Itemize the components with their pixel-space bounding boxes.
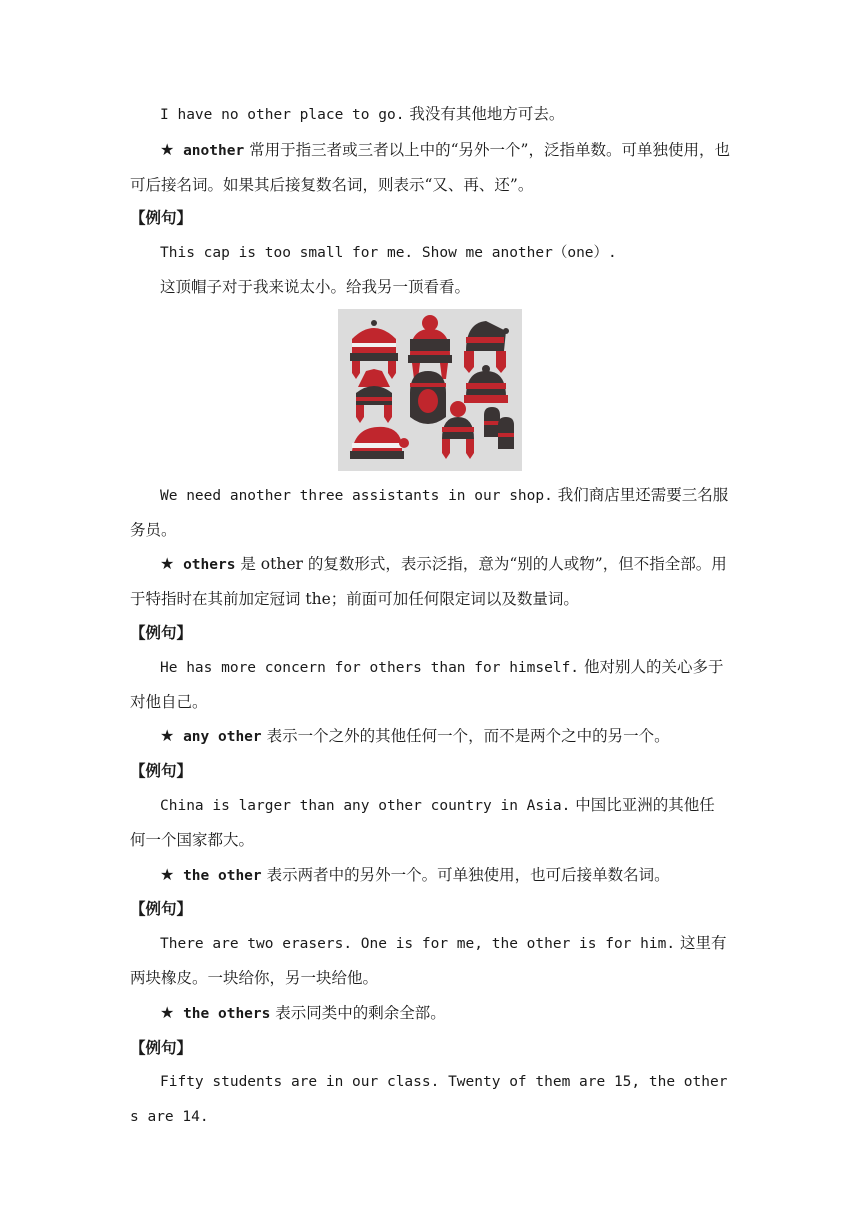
keyword: another xyxy=(174,142,245,159)
rule-the-other xyxy=(130,858,730,894)
example-translation xyxy=(130,271,730,305)
chinese-translation: 我们商店里还需要三名服务员。 xyxy=(130,485,729,539)
keyword: the other xyxy=(174,867,262,884)
balaclava-icon xyxy=(410,371,446,424)
fringe-hat-icon xyxy=(356,369,392,423)
example-sentence xyxy=(130,789,730,858)
keyword: any other xyxy=(174,729,262,746)
example-heading: 【例句】 xyxy=(130,1038,193,1057)
star-icon: ★ xyxy=(160,554,175,574)
keyword: the others xyxy=(174,1005,271,1022)
hats-illustration xyxy=(338,309,522,471)
example-sentence xyxy=(130,236,730,271)
rule-text: 表示同类中的剩余全部。 xyxy=(270,1003,446,1022)
star-icon: ★ xyxy=(160,1002,175,1022)
example-sentence xyxy=(130,1065,730,1135)
pompom-beanie-icon xyxy=(408,315,452,379)
english-text: China is larger than any other country in Asia. xyxy=(160,797,571,814)
rule-the-others xyxy=(130,996,730,1032)
rule-any-other xyxy=(130,719,730,755)
star-icon: ★ xyxy=(160,864,175,884)
english-text: Fifty students are in our class. Twenty of them are 15, the others are 14. xyxy=(130,1074,728,1126)
hats-svg xyxy=(338,309,522,471)
rule-text: 表示两者中的另外一个。可单独使用，也可后接单数名词。 xyxy=(261,865,670,884)
english-text: He has more concern for others than for himself. xyxy=(160,659,580,676)
example-sentence xyxy=(130,651,730,720)
star-icon: ★ xyxy=(160,139,175,159)
chinese-translation: 这里有两块橡皮。一块给你，另一块给他。 xyxy=(130,934,727,987)
rule-text: 表示一个之外的其他任何一个，而不是两个之中的另一个。 xyxy=(261,727,670,746)
example-heading: 【例句】 xyxy=(130,900,193,919)
english-text: There are two erasers. One is for me, the other is for him. xyxy=(160,936,676,953)
figure-container xyxy=(130,305,730,479)
rule-text: 常用于指三者或三者以上中的“另外一个”，泛指单数。可单独使用，也可后接名词。如果其后接复数名词，则表示“又、再、还”。 xyxy=(130,140,730,194)
chinese-translation: 这顶帽子对于我来说太小。给我另一顶看看。 xyxy=(160,277,471,296)
rule-others xyxy=(130,547,730,617)
example-sentence xyxy=(130,479,730,548)
keyword: others xyxy=(174,557,236,574)
chinese-translation: 我没有其他地方可去。 xyxy=(404,105,565,123)
stocking-cap-icon xyxy=(350,427,409,459)
rule-text: 是 other 的复数形式，表示泛指，意为“别的人或物”，但不指全部。用于特指时在其前加定冠词 the；前面可加任何限定词以及数量词。 xyxy=(130,555,727,609)
star-icon: ★ xyxy=(160,726,175,746)
example-heading: 【例句】 xyxy=(130,762,193,781)
example-sentence xyxy=(130,98,730,133)
example-heading: 【例句】 xyxy=(130,623,193,642)
example-sentence xyxy=(130,927,730,996)
rule-another xyxy=(130,133,730,203)
english-text: We need another three assistants in our shop. xyxy=(160,487,553,504)
chinese-translation: 中国比亚洲的其他任何一个国家都大。 xyxy=(130,795,715,849)
document-body xyxy=(130,98,730,1135)
pompom-earflap-icon xyxy=(442,401,474,459)
chinese-translation: 他对别人的关心多于对他自己。 xyxy=(130,657,724,711)
example-heading: 【例句】 xyxy=(130,209,193,228)
english-text: I have no other place to go. xyxy=(160,107,405,123)
english-text: This cap is too small for me. Show me another（one）. xyxy=(160,245,617,262)
mittens-icon xyxy=(484,407,514,449)
